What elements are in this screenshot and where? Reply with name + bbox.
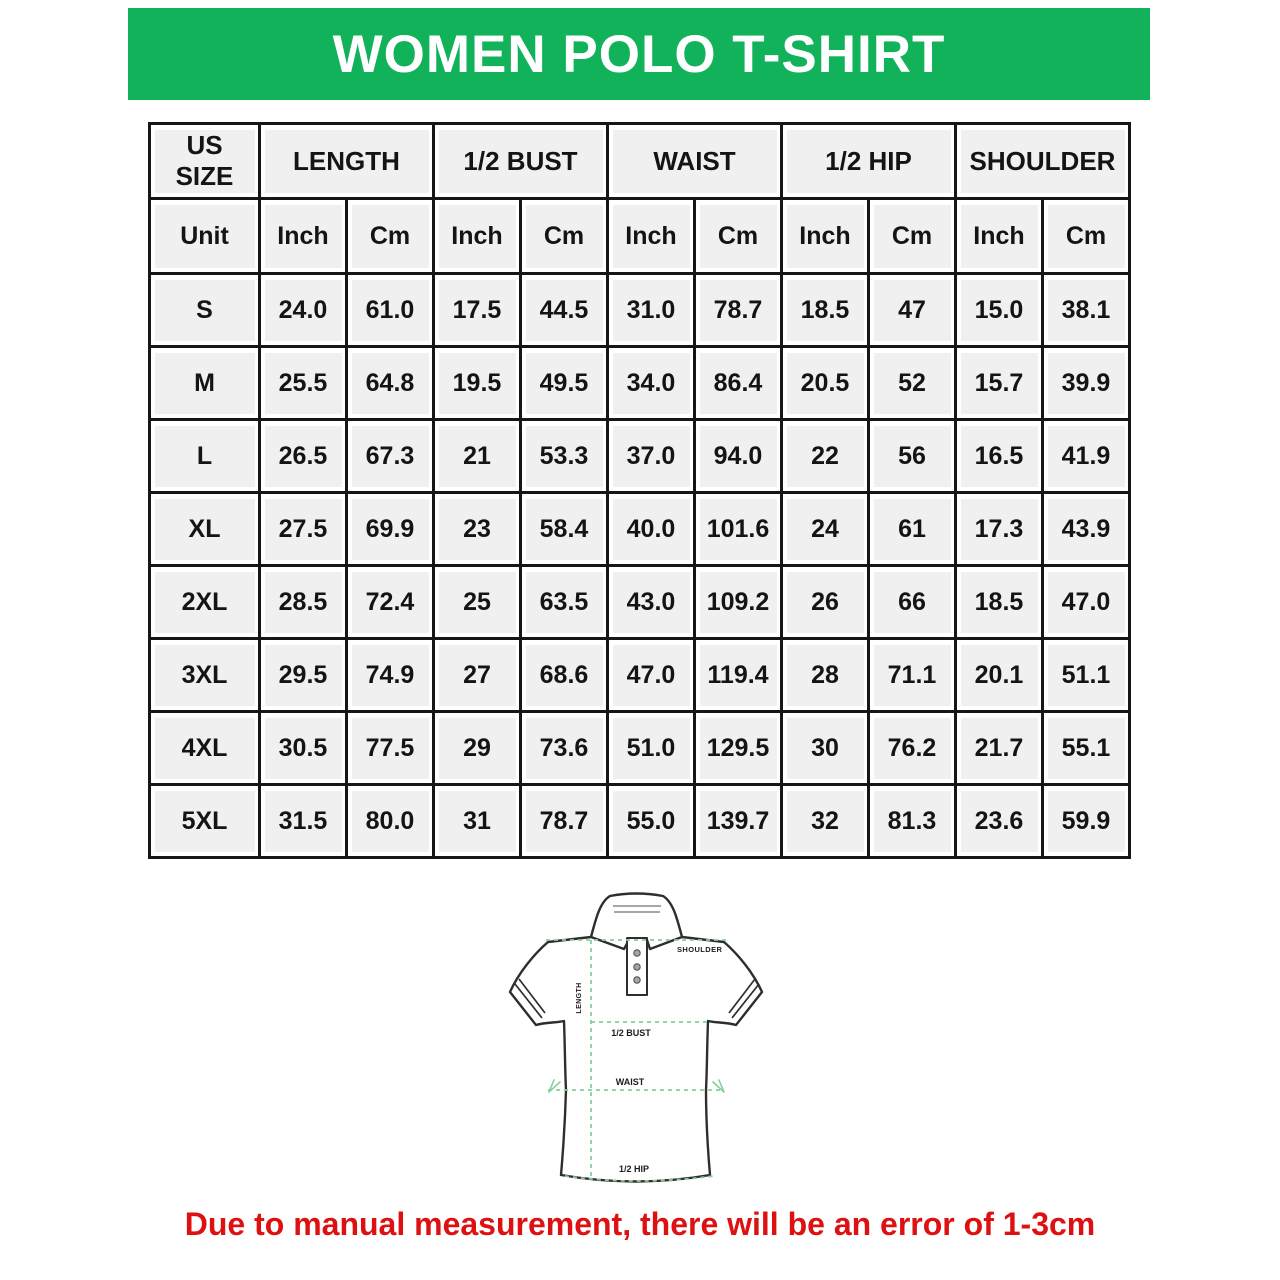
unit-header-cell: Cm [869,199,956,274]
value-cell-length-cm: 64.8 [347,347,434,420]
group-header-half-bust: 1/2 BUST [434,124,608,199]
value-cell-length-cm: 67.3 [347,420,434,493]
title-banner [128,8,1150,100]
value-cell-shoulder-inch: 17.3 [956,493,1043,566]
value-cell-hip-inch: 32 [782,785,869,858]
value-cell-waist-cm: 86.4 [695,347,782,420]
value-cell-hip-inch: 18.5 [782,274,869,347]
value-cell-shoulder-inch: 23.6 [956,785,1043,858]
value-cell-bust-inch: 21 [434,420,521,493]
unit-header-cell: Inch [608,199,695,274]
value-cell-shoulder-cm: 43.9 [1043,493,1130,566]
hip-label: 1/2 HIP [618,1164,650,1174]
size-label-cell: 3XL [150,639,260,712]
value-cell-hip-cm: 56 [869,420,956,493]
value-cell-waist-cm: 139.7 [695,785,782,858]
value-cell-length-inch: 30.5 [260,712,347,785]
unit-header-cell: Cm [695,199,782,274]
table-row [150,493,1130,566]
group-header-us-size: US SIZE [150,124,260,199]
value-cell-hip-cm: 71.1 [869,639,956,712]
value-cell-shoulder-inch: 18.5 [956,566,1043,639]
value-cell-hip-inch: 30 [782,712,869,785]
value-cell-shoulder-cm: 47.0 [1043,566,1130,639]
value-cell-hip-inch: 28 [782,639,869,712]
value-cell-bust-cm: 49.5 [521,347,608,420]
value-cell-waist-inch: 51.0 [608,712,695,785]
value-cell-shoulder-cm: 55.1 [1043,712,1130,785]
value-cell-bust-cm: 63.5 [521,566,608,639]
value-cell-bust-inch: 19.5 [434,347,521,420]
disclaimer-text: Due to manual measurement, there will be an error of 1-3cm [184,1206,1096,1242]
size-label-cell: 5XL [150,785,260,858]
size-table-body [150,274,1130,858]
value-cell-shoulder-cm: 41.9 [1043,420,1130,493]
value-cell-hip-inch: 26 [782,566,869,639]
size-label-cell: M [150,347,260,420]
size-chart-table [148,122,1131,859]
value-cell-shoulder-inch: 20.1 [956,639,1043,712]
value-cell-length-inch: 25.5 [260,347,347,420]
value-cell-hip-inch: 20.5 [782,347,869,420]
value-cell-waist-cm: 101.6 [695,493,782,566]
value-cell-length-cm: 80.0 [347,785,434,858]
value-cell-bust-cm: 78.7 [521,785,608,858]
size-label-cell: XL [150,493,260,566]
value-cell-bust-inch: 27 [434,639,521,712]
table-row [150,712,1130,785]
value-cell-shoulder-cm: 51.1 [1043,639,1130,712]
unit-header-cell: Cm [347,199,434,274]
value-cell-length-inch: 26.5 [260,420,347,493]
shoulder-label: SHOULDER [677,945,723,954]
bust-label: 1/2 BUST [611,1028,651,1038]
value-cell-shoulder-cm: 39.9 [1043,347,1130,420]
value-cell-length-cm: 61.0 [347,274,434,347]
value-cell-bust-cm: 73.6 [521,712,608,785]
value-cell-bust-cm: 68.6 [521,639,608,712]
table-row [150,420,1130,493]
value-cell-bust-inch: 23 [434,493,521,566]
unit-header-cell: Inch [434,199,521,274]
size-label-cell: 4XL [150,712,260,785]
value-cell-length-inch: 27.5 [260,493,347,566]
value-cell-shoulder-inch: 21.7 [956,712,1043,785]
value-cell-waist-cm: 109.2 [695,566,782,639]
value-cell-waist-inch: 37.0 [608,420,695,493]
value-cell-hip-cm: 66 [869,566,956,639]
unit-header-cell: Unit [150,199,260,274]
value-cell-waist-inch: 43.0 [608,566,695,639]
value-cell-length-inch: 31.5 [260,785,347,858]
unit-header-cell: Inch [782,199,869,274]
value-cell-bust-inch: 25 [434,566,521,639]
value-cell-shoulder-cm: 59.9 [1043,785,1130,858]
value-cell-hip-cm: 81.3 [869,785,956,858]
value-cell-hip-inch: 22 [782,420,869,493]
value-cell-waist-inch: 55.0 [608,785,695,858]
table-row [150,639,1130,712]
value-cell-waist-cm: 119.4 [695,639,782,712]
size-label-cell: L [150,420,260,493]
table-row [150,347,1130,420]
value-cell-waist-inch: 40.0 [608,493,695,566]
unit-header-cell: Cm [521,199,608,274]
value-cell-hip-cm: 76.2 [869,712,956,785]
value-cell-bust-cm: 58.4 [521,493,608,566]
value-cell-bust-inch: 17.5 [434,274,521,347]
value-cell-bust-inch: 31 [434,785,521,858]
page-title: WOMEN POLO T-SHIRT [332,24,946,84]
size-label-cell: 2XL [150,566,260,639]
value-cell-waist-inch: 31.0 [608,274,695,347]
group-header-waist: WAIST [608,124,782,199]
group-header-shoulder: SHOULDER [956,124,1130,199]
value-cell-bust-cm: 53.3 [521,420,608,493]
value-cell-bust-cm: 44.5 [521,274,608,347]
unit-header-cell: Inch [956,199,1043,274]
unit-header-cell: Inch [260,199,347,274]
value-cell-length-inch: 28.5 [260,566,347,639]
table-row [150,785,1130,858]
value-cell-waist-cm: 94.0 [695,420,782,493]
waist-label: WAIST [615,1077,645,1087]
value-cell-waist-cm: 129.5 [695,712,782,785]
length-label: LENGTH [576,982,583,1014]
value-cell-length-cm: 74.9 [347,639,434,712]
value-cell-shoulder-inch: 15.0 [956,274,1043,347]
size-label-cell: S [150,274,260,347]
value-cell-hip-cm: 47 [869,274,956,347]
group-header-row [150,124,1130,199]
group-header-length: LENGTH [260,124,434,199]
value-cell-hip-inch: 24 [782,493,869,566]
table-row [150,566,1130,639]
value-cell-bust-inch: 29 [434,712,521,785]
polo-shirt-diagram [478,880,798,1210]
value-cell-hip-cm: 52 [869,347,956,420]
value-cell-waist-inch: 47.0 [608,639,695,712]
value-cell-waist-inch: 34.0 [608,347,695,420]
placket-buttons [634,950,640,983]
value-cell-waist-cm: 78.7 [695,274,782,347]
value-cell-length-inch: 24.0 [260,274,347,347]
value-cell-hip-cm: 61 [869,493,956,566]
value-cell-shoulder-inch: 15.7 [956,347,1043,420]
value-cell-length-inch: 29.5 [260,639,347,712]
group-header-half-hip: 1/2 HIP [782,124,956,199]
value-cell-length-cm: 72.4 [347,566,434,639]
unit-header-cell: Cm [1043,199,1130,274]
value-cell-shoulder-cm: 38.1 [1043,274,1130,347]
table-row [150,274,1130,347]
value-cell-length-cm: 77.5 [347,712,434,785]
value-cell-shoulder-inch: 16.5 [956,420,1043,493]
unit-header-row [150,199,1130,274]
value-cell-length-cm: 69.9 [347,493,434,566]
